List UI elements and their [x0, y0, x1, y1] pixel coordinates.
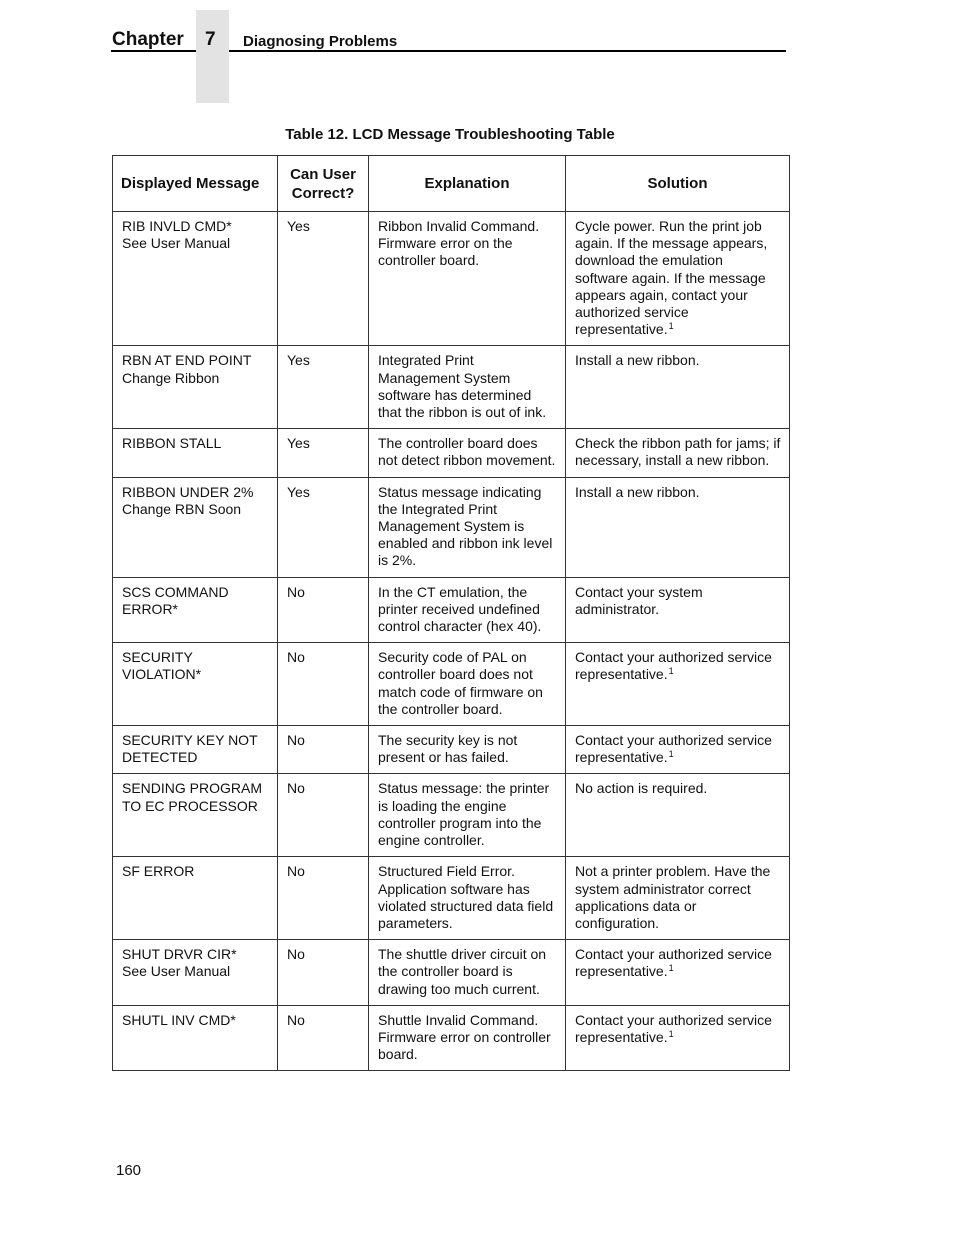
- cell-explanation-line: [378, 518, 556, 535]
- cell-displayed-message-text: SF ERROR: [122, 863, 195, 880]
- header-can-user-correct: [278, 156, 369, 212]
- cell-displayed-message-text: SHUT DRVR CIR*: [122, 946, 237, 963]
- cell-can-user-correct: No: [278, 643, 369, 726]
- cell-can-user-correct: No: [278, 940, 369, 1006]
- table-row: [113, 212, 790, 346]
- footnote-marker: 1: [668, 1028, 674, 1039]
- cell-solution-text: representative.: [575, 321, 668, 338]
- cell-solution-line: [575, 915, 780, 932]
- cell-explanation-line: [378, 780, 556, 797]
- cell-solution-text: representative.: [575, 666, 668, 683]
- cell-explanation-text: Ribbon Invalid Command.: [378, 218, 540, 234]
- cell-explanation-text: The shuttle driver circuit on: [378, 946, 547, 963]
- cell-explanation-line: [378, 749, 556, 766]
- cell-displayed-message-line: [122, 1012, 268, 1029]
- cell-explanation-line: [378, 601, 556, 618]
- header-explanation: Explanation: [369, 156, 566, 212]
- cell-explanation-line: [378, 798, 556, 815]
- cell-displayed-message-text: Change Ribbon: [122, 369, 220, 386]
- cell-explanation-line: [378, 915, 556, 932]
- cell-solution: [566, 857, 790, 940]
- cell-explanation-line: [378, 981, 556, 998]
- cell-explanation: [369, 857, 566, 940]
- chapter-number: 7: [205, 29, 216, 50]
- cell-solution: [566, 643, 790, 726]
- cell-explanation-line: [378, 881, 556, 898]
- cell-explanation-line: [378, 963, 556, 980]
- cell-solution: [566, 940, 790, 1006]
- cell-solution-text: representative.: [575, 963, 668, 980]
- cell-displayed-message: [113, 774, 278, 857]
- cell-solution-text: Contact your authorized service: [575, 946, 772, 963]
- cell-displayed-message: [113, 577, 278, 643]
- cell-solution-line: [575, 270, 780, 287]
- cell-solution-text: Contact your system: [575, 583, 703, 600]
- cell-explanation-text: engine controller.: [378, 832, 485, 849]
- cell-solution: [566, 726, 790, 774]
- cell-solution-line: [575, 584, 780, 601]
- cell-explanation-line: [378, 218, 556, 235]
- table-caption: Table 12. LCD Message Troubleshooting Table: [285, 126, 615, 143]
- cell-solution-line: [575, 304, 780, 321]
- cell-explanation-text: drawing too much current.: [378, 980, 540, 997]
- cell-can-user-correct: No: [278, 857, 369, 940]
- cell-solution-text: administrator.: [575, 600, 660, 617]
- cell-solution-text: representative.: [575, 1028, 668, 1045]
- cell-explanation-line: [378, 370, 556, 387]
- cell-displayed-message: [113, 857, 278, 940]
- cell-explanation-line: [378, 898, 556, 915]
- cell-explanation-text: Status message indicating: [378, 483, 542, 500]
- cell-displayed-message-line: [122, 435, 268, 452]
- cell-displayed-message: [113, 477, 278, 577]
- cell-explanation-text: printer received undefined: [378, 600, 540, 617]
- cell-explanation-line: [378, 666, 556, 683]
- cell-displayed-message-line: [122, 601, 268, 618]
- cell-explanation-line: [378, 1046, 556, 1063]
- table-row: [113, 577, 790, 643]
- cell-displayed-message-text: SHUTL INV CMD*: [122, 1011, 236, 1028]
- cell-displayed-message-text: RIBBON STALL: [122, 435, 222, 452]
- cell-displayed-message-line: [122, 484, 268, 501]
- cell-solution-line: [575, 666, 780, 683]
- cell-displayed-message-line: [122, 749, 268, 766]
- cell-solution-line: [575, 732, 780, 749]
- cell-solution-line: [575, 435, 780, 452]
- cell-displayed-message-text: RBN AT END POINT: [122, 352, 252, 369]
- header-rule-left: [111, 50, 196, 52]
- table-row: [113, 477, 790, 577]
- cell-explanation: [369, 643, 566, 726]
- cell-explanation-text: the controller board.: [378, 700, 503, 717]
- cell-can-user-correct: Yes: [278, 429, 369, 477]
- cell-solution-line: [575, 1012, 780, 1029]
- cell-displayed-message-line: [122, 780, 268, 797]
- cell-displayed-message-line: [122, 963, 268, 980]
- cell-explanation-text: parameters.: [378, 914, 453, 931]
- cell-explanation-text: Management System is: [378, 518, 525, 535]
- cell-explanation-text: Integrated Print: [378, 352, 474, 369]
- cell-explanation-text: not detect ribbon movement.: [378, 452, 556, 469]
- cell-can-user-correct: Yes: [278, 212, 369, 346]
- cell-explanation-text: violated structured data field: [378, 897, 554, 914]
- footnote-marker: 1: [668, 321, 674, 332]
- cell-explanation-text: Security code of PAL on: [378, 649, 527, 666]
- cell-solution-line: [575, 963, 780, 980]
- cell-explanation-line: [378, 701, 556, 718]
- cell-explanation: [369, 940, 566, 1006]
- cell-displayed-message-line: [122, 666, 268, 683]
- cell-solution: [566, 212, 790, 346]
- cell-solution: [566, 477, 790, 577]
- cell-solution-text: download the emulation: [575, 252, 723, 269]
- cell-displayed-message: [113, 940, 278, 1006]
- cell-solution-line: [575, 452, 780, 469]
- cell-solution: [566, 1005, 790, 1071]
- cell-explanation-line: [378, 1012, 556, 1029]
- cell-can-user-correct: No: [278, 577, 369, 643]
- cell-solution-text: again. If the message appears,: [575, 235, 768, 252]
- cell-solution-text: necessary, install a new ribbon.: [575, 452, 770, 469]
- cell-displayed-message-line: [122, 798, 268, 815]
- cell-explanation-text: the Integrated Print: [378, 500, 498, 517]
- cell-solution: [566, 429, 790, 477]
- cell-solution-line: [575, 946, 780, 963]
- cell-solution-line: [575, 780, 780, 797]
- cell-explanation-text: enabled and ribbon ink level: [378, 535, 553, 552]
- cell-explanation-line: [378, 435, 556, 452]
- cell-solution: [566, 774, 790, 857]
- cell-explanation: [369, 429, 566, 477]
- header-rule-right: [229, 50, 786, 52]
- cell-explanation-line: [378, 552, 556, 569]
- cell-explanation-text: control character (hex 40).: [378, 618, 542, 635]
- table-body: [113, 212, 790, 1071]
- cell-displayed-message-line: [122, 352, 268, 369]
- cell-explanation-text: Structured Field Error.: [378, 863, 515, 880]
- footnote-marker: 1: [668, 963, 674, 974]
- page-number: 160: [116, 1162, 142, 1179]
- header-can-user-line1: Can User: [290, 165, 356, 183]
- cell-explanation-text: match code of firmware on: [378, 683, 543, 700]
- cell-explanation-line: [378, 863, 556, 880]
- table-row: [113, 643, 790, 726]
- cell-displayed-message-text: RIBBON UNDER 2%: [122, 483, 254, 500]
- cell-explanation-text: that the ribbon is out of ink.: [378, 404, 547, 421]
- cell-solution-text: Check the ribbon path for jams; if: [575, 435, 781, 452]
- cell-explanation-text: controller program into the: [378, 814, 542, 831]
- cell-solution-text: Not a printer problem. Have the: [575, 863, 771, 880]
- cell-displayed-message: [113, 212, 278, 346]
- cell-displayed-message: [113, 346, 278, 429]
- section-title: Diagnosing Problems: [243, 33, 398, 50]
- chapter-tab: [196, 10, 229, 103]
- cell-solution-text: No action is required.: [575, 780, 708, 797]
- cell-explanation: [369, 212, 566, 346]
- cell-explanation-line: [378, 387, 556, 404]
- cell-solution-line: [575, 321, 780, 338]
- cell-displayed-message: [113, 726, 278, 774]
- cell-solution: [566, 346, 790, 429]
- table-row: [113, 346, 790, 429]
- cell-explanation-line: [378, 649, 556, 666]
- cell-explanation-line: [378, 684, 556, 701]
- cell-displayed-message-text: DETECTED: [122, 749, 198, 766]
- cell-can-user-correct: No: [278, 774, 369, 857]
- cell-displayed-message-text: Change RBN Soon: [122, 500, 242, 517]
- table-header-row: [113, 156, 790, 212]
- cell-explanation: [369, 726, 566, 774]
- cell-solution-line: [575, 649, 780, 666]
- cell-explanation-line: [378, 352, 556, 369]
- cell-displayed-message-text: SECURITY KEY NOT: [122, 732, 258, 749]
- header-displayed-message: Displayed Message: [113, 156, 278, 212]
- cell-explanation-line: [378, 404, 556, 421]
- table-row: [113, 857, 790, 940]
- cell-solution-text: appears again, contact your: [575, 286, 748, 303]
- cell-solution-line: [575, 252, 780, 269]
- cell-displayed-message-line: [122, 732, 268, 749]
- cell-can-user-correct: Yes: [278, 477, 369, 577]
- cell-explanation-text: The controller board does: [378, 435, 538, 452]
- cell-explanation: [369, 774, 566, 857]
- cell-solution-line: [575, 863, 780, 880]
- cell-explanation-text: controller board.: [378, 252, 480, 269]
- cell-displayed-message-text: SCS COMMAND: [122, 583, 229, 600]
- chapter-label: Chapter: [112, 29, 184, 50]
- cell-explanation-line: [378, 535, 556, 552]
- cell-explanation-line: [378, 452, 556, 469]
- cell-solution-line: [575, 601, 780, 618]
- cell-displayed-message-line: [122, 946, 268, 963]
- cell-displayed-message: [113, 429, 278, 477]
- table-row: [113, 1005, 790, 1071]
- cell-explanation-text: board.: [378, 1046, 418, 1063]
- cell-solution-text: applications data or: [575, 897, 697, 914]
- cell-solution-line: [575, 218, 780, 235]
- cell-explanation-line: [378, 946, 556, 963]
- cell-solution-text: representative.: [575, 749, 668, 766]
- table-row: [113, 774, 790, 857]
- cell-displayed-message-text: See User Manual: [122, 963, 231, 980]
- cell-solution-text: Install a new ribbon.: [575, 483, 700, 500]
- cell-solution-text: Contact your authorized service: [575, 732, 772, 749]
- cell-displayed-message-text: TO EC PROCESSOR: [122, 797, 258, 814]
- cell-displayed-message-text: SENDING PROGRAM: [122, 780, 263, 797]
- cell-solution-text: software again. If the message: [575, 269, 766, 286]
- cell-displayed-message: [113, 1005, 278, 1071]
- cell-solution-line: [575, 484, 780, 501]
- cell-solution-line: [575, 881, 780, 898]
- cell-explanation-line: [378, 235, 556, 252]
- cell-explanation-line: [378, 618, 556, 635]
- cell-solution-line: [575, 898, 780, 915]
- cell-explanation-text: is 2%.: [378, 552, 417, 569]
- cell-explanation: [369, 577, 566, 643]
- cell-explanation: [369, 346, 566, 429]
- cell-explanation-text: Firmware error on the: [378, 235, 513, 252]
- cell-displayed-message-line: [122, 584, 268, 601]
- cell-displayed-message-line: [122, 501, 268, 518]
- cell-solution-text: Install a new ribbon.: [575, 352, 700, 369]
- cell-explanation-text: is loading the engine: [378, 797, 507, 814]
- cell-explanation-text: Shuttle Invalid Command.: [378, 1011, 539, 1028]
- cell-explanation-text: In the CT emulation, the: [378, 583, 528, 600]
- cell-displayed-message-line: [122, 863, 268, 880]
- cell-solution-line: [575, 287, 780, 304]
- cell-displayed-message-line: [122, 370, 268, 387]
- cell-explanation-line: [378, 501, 556, 518]
- table-row: [113, 726, 790, 774]
- header-solution: Solution: [566, 156, 790, 212]
- cell-explanation-line: [378, 832, 556, 849]
- cell-explanation: [369, 1005, 566, 1071]
- cell-solution: [566, 577, 790, 643]
- cell-displayed-message-text: See User Manual: [122, 235, 231, 252]
- cell-explanation-text: controller board does not: [378, 666, 533, 683]
- cell-solution-line: [575, 1029, 780, 1046]
- cell-solution-text: authorized service: [575, 304, 689, 321]
- table-row: [113, 940, 790, 1006]
- table-row: [113, 429, 790, 477]
- cell-explanation: [369, 477, 566, 577]
- cell-explanation-text: software has determined: [378, 386, 532, 403]
- cell-explanation-line: [378, 1029, 556, 1046]
- troubleshooting-table: [112, 155, 790, 1071]
- cell-explanation-line: [378, 732, 556, 749]
- cell-displayed-message-line: [122, 218, 268, 235]
- cell-solution-text: configuration.: [575, 914, 660, 931]
- cell-solution-text: Cycle power. Run the print job: [575, 218, 762, 234]
- cell-explanation-line: [378, 252, 556, 269]
- cell-explanation-text: Application software has: [378, 880, 530, 897]
- footnote-marker: 1: [668, 749, 674, 760]
- cell-displayed-message-line: [122, 235, 268, 252]
- cell-displayed-message-text: RIB INVLD CMD*: [122, 218, 232, 234]
- cell-explanation-text: Management System: [378, 369, 511, 386]
- footnote-marker: 1: [668, 666, 674, 677]
- cell-solution-text: Contact your authorized service: [575, 649, 772, 666]
- cell-can-user-correct: No: [278, 726, 369, 774]
- cell-solution-text: Contact your authorized service: [575, 1011, 772, 1028]
- cell-solution-text: system administrator correct: [575, 880, 751, 897]
- cell-explanation-text: Firmware error on controller: [378, 1028, 551, 1045]
- cell-displayed-message-text: ERROR*: [122, 600, 179, 617]
- header-can-user-line2: Correct?: [291, 184, 355, 202]
- cell-displayed-message-line: [122, 649, 268, 666]
- cell-explanation-line: [378, 815, 556, 832]
- cell-explanation-text: Status message: the printer: [378, 780, 550, 797]
- cell-explanation-text: the controller board is: [378, 963, 513, 980]
- cell-displayed-message: [113, 643, 278, 726]
- cell-solution-line: [575, 749, 780, 766]
- cell-explanation-text: present or has failed.: [378, 749, 509, 766]
- cell-explanation-line: [378, 484, 556, 501]
- cell-solution-line: [575, 235, 780, 252]
- cell-can-user-correct: No: [278, 1005, 369, 1071]
- cell-explanation-line: [378, 584, 556, 601]
- cell-can-user-correct: Yes: [278, 346, 369, 429]
- cell-displayed-message-text: SECURITY: [122, 649, 193, 666]
- cell-solution-line: [575, 352, 780, 369]
- cell-explanation-text: The security key is not: [378, 732, 518, 749]
- cell-displayed-message-text: VIOLATION*: [122, 666, 202, 683]
